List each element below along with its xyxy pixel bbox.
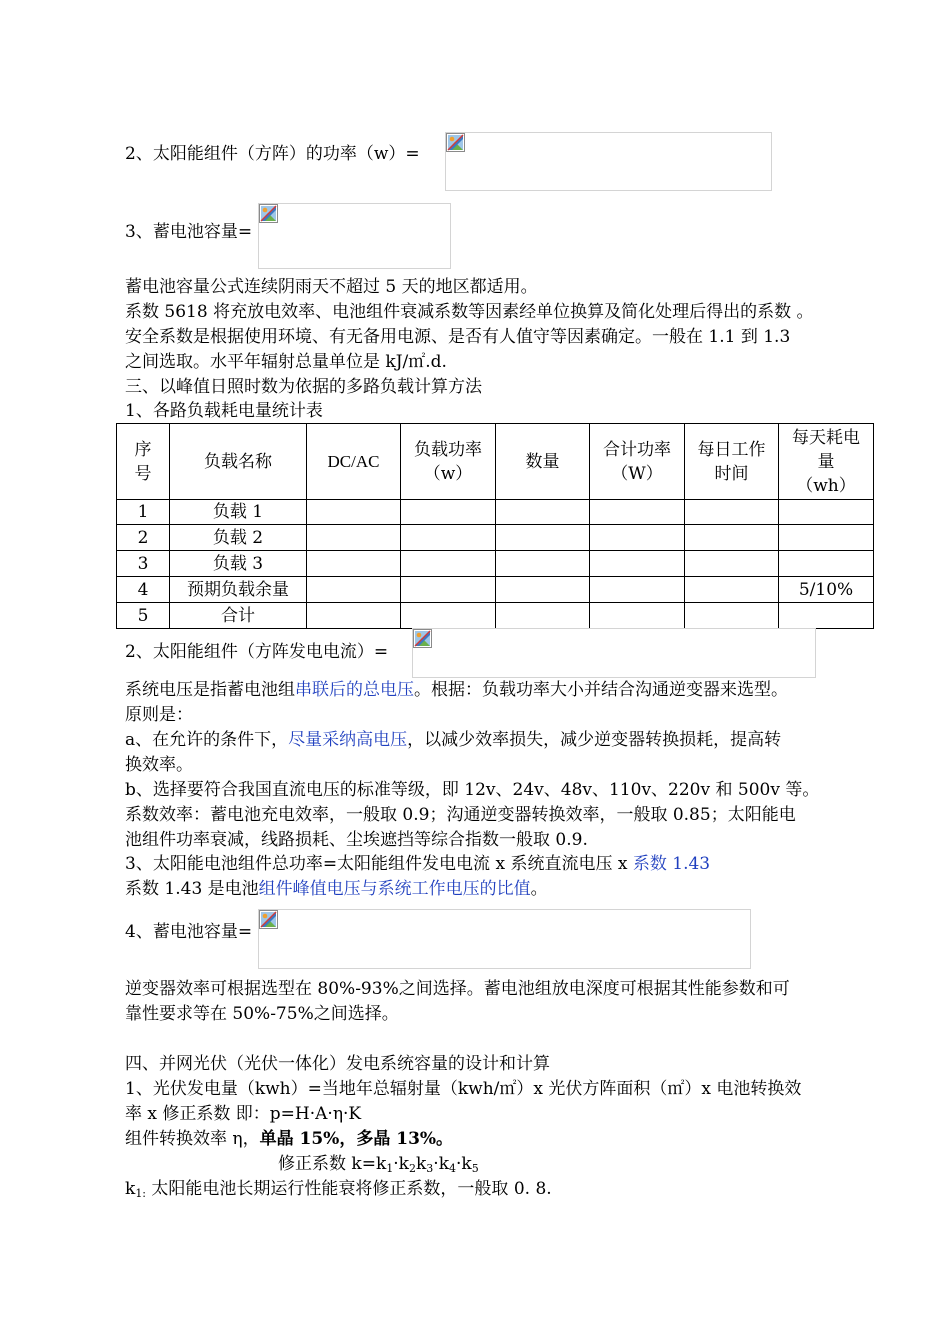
paragraph-line: 原则是：	[125, 705, 193, 725]
table-cell	[779, 551, 874, 577]
table-cell	[307, 577, 401, 603]
header-cell: 每日工作 时间	[685, 424, 779, 500]
table-cell	[307, 500, 401, 525]
paragraph-line: 逆变器效率可根据选型在 80%-93%之间选择。蓄电池组放电深度可根据其性能参数和可	[125, 979, 790, 999]
table-cell	[496, 577, 590, 603]
table-cell	[401, 603, 496, 629]
table-cell	[779, 603, 874, 629]
table-cell	[685, 551, 779, 577]
header-cell: 序 号	[117, 424, 170, 500]
table-cell	[307, 551, 401, 577]
paragraph-line: 系数 5618 将充放电效率、电池组件衰减系数等因素经单位换算及简化处理后得出的系数 。	[125, 302, 814, 322]
correction-formula: 修正系数 $k=k_1\cdot k_2k_3\cdot k_4\cdot k_5$	[278, 1154, 479, 1175]
paragraph-line: 系统电压是指蓄电池组串联后的总电压。根据：负载功率大小并结合沟通逆变器来选型。	[125, 680, 788, 700]
paragraph-line: 之间选取。水平年辐射总量单位是 kJ/㎡.d.	[125, 352, 447, 372]
paragraph-line: 靠性要求等在 50%-75%之间选择。	[125, 1004, 399, 1024]
paragraph-line: 率 x 修正系数 即：p=H·A·η·K	[125, 1104, 362, 1124]
paragraph-line: 安全系数是根据使用环境、有无备用电源、是否有人值守等因素确定。一般在 1.1 到 1.3	[125, 327, 791, 347]
capacity-formula-label: 3、蓄电池容量=	[125, 222, 253, 242]
paragraph-line: 3、太阳能电池组件总功率=太阳能组件发电电流 x 系统直流电压 x 系数 1.43	[125, 854, 711, 874]
table-cell	[401, 500, 496, 525]
table-row	[117, 525, 874, 551]
table-cell	[590, 500, 685, 525]
section-heading: 三、以峰值日照时数为依据的多路负载计算方法	[125, 377, 482, 397]
capacity-formula-label: 4、蓄电池容量=	[125, 922, 253, 942]
table-cell: 2	[117, 525, 170, 551]
table-row	[117, 500, 874, 525]
paragraph-line: 换效率。	[125, 755, 193, 775]
paragraph-line: b、选择要符合我国直流电压的标准等级，即 12v、24v、48v、110v、220v 和 500v 等。	[125, 780, 820, 800]
table-cell	[401, 551, 496, 577]
table-cell	[590, 525, 685, 551]
table-cell	[779, 525, 874, 551]
table-cell	[496, 500, 590, 525]
header-cell: DC/AC	[307, 424, 401, 500]
paragraph-line: $k_{1:}$ 太阳能电池长期运行性能衰将修正系数，一般取 0. 8.	[125, 1179, 552, 1200]
broken-image-icon	[259, 204, 278, 223]
table-cell	[307, 525, 401, 551]
paragraph-line: 系数 1.43 是电池组件峰值电压与系统工作电压的比值。	[125, 879, 548, 899]
table-cell	[496, 525, 590, 551]
header-cell: 数量	[496, 424, 590, 500]
formula-image	[258, 203, 451, 269]
table-cell	[685, 500, 779, 525]
table-cell: 预期负载余量	[170, 577, 307, 603]
table-cell	[590, 603, 685, 629]
table-cell: 负载 3	[170, 551, 307, 577]
header-cell: 负载名称	[170, 424, 307, 500]
table-cell	[685, 603, 779, 629]
header-cell: 合计功率 （W）	[590, 424, 685, 500]
table-header-row	[117, 424, 874, 500]
paragraph-line: 系数效率：蓄电池充电效率，一般取 0.9；沟通逆变器转换效率，一般取 0.85；太阳能电	[125, 805, 796, 825]
table-cell: 5/10%	[779, 577, 874, 603]
broken-image-icon	[446, 133, 465, 152]
table-cell: 3	[117, 551, 170, 577]
paragraph-line: 1、光伏发电量（kwh）=当地年总辐射量（kwh/㎡）x 光伏方阵面积（㎡）x 电池转换效	[125, 1079, 802, 1099]
table-cell	[401, 525, 496, 551]
broken-image-icon	[413, 629, 432, 648]
paragraph-line: 池组件功率衰减，线路损耗、尘埃遮挡等综合指数一般取 0.9.	[125, 830, 588, 850]
table-cell	[496, 603, 590, 629]
table-cell	[779, 500, 874, 525]
paragraph-line: 蓄电池容量公式连续阴雨天不超过 5 天的地区都适用。	[125, 277, 538, 297]
formula-image	[258, 909, 751, 969]
section-heading: 四、并网光伏（光伏一体化）发电系统容量的设计和计算	[125, 1054, 550, 1074]
table-cell	[401, 577, 496, 603]
paragraph-line: 组件转换效率 η，单晶 15%，多晶 13%。	[125, 1129, 454, 1149]
table-cell: 负载 1	[170, 500, 307, 525]
formula-image	[412, 628, 816, 678]
paragraph-line: a、在允许的条件下，尽量采纳高电压，以减少效率损失，减少逆变器转换损耗，提高转	[125, 730, 782, 750]
table-cell	[685, 525, 779, 551]
table-cell	[496, 551, 590, 577]
table-cell	[590, 577, 685, 603]
table-cell	[590, 551, 685, 577]
header-cell: 负载功率 （w）	[401, 424, 496, 500]
power-formula-label: 2、太阳能组件（方阵）的功率（w）=	[125, 144, 420, 164]
header-cell: 每天耗电 量 （wh）	[779, 424, 874, 500]
table-cell: 1	[117, 500, 170, 525]
table-cell: 合计	[170, 603, 307, 629]
table-row	[117, 551, 874, 577]
table-row	[117, 577, 874, 603]
current-formula-label: 2、太阳能组件（方阵发电电流）=	[125, 642, 389, 662]
table-cell	[307, 603, 401, 629]
table-cell	[685, 577, 779, 603]
broken-image-icon	[259, 910, 278, 929]
table-row	[117, 603, 874, 629]
table-cell: 负载 2	[170, 525, 307, 551]
load-table	[116, 423, 874, 629]
table-cell: 4	[117, 577, 170, 603]
formula-image	[445, 132, 772, 191]
table-caption: 1、各路负载耗电量统计表	[125, 401, 323, 421]
table-cell: 5	[117, 603, 170, 629]
